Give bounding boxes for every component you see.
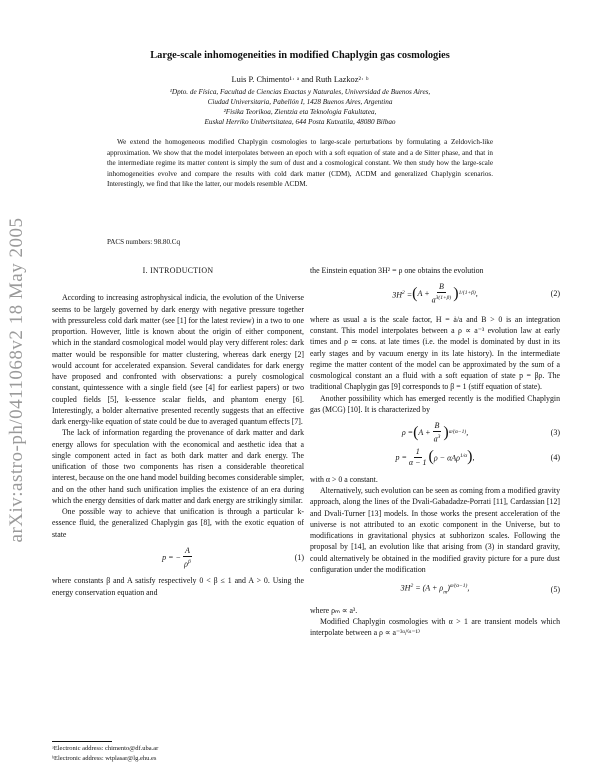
affiliation-line-1: ¹Dpto. de Física, Facultad de Ciencias Exactas y Naturales, Universidad de Buenos Aires,: [169, 88, 431, 96]
equation-1-number: (1): [294, 552, 304, 562]
affiliation-line-3: ²Fisika Teorikoa, Zientzia eta Teknologia Fakultatea,: [223, 108, 377, 116]
intro-paragraph-2: The lack of information regarding the provenance of dark matter and dark energy allows for speculation with the economical and aesthetic idea that a single component acted in fact as both dark matter and dark energy. The unification of those two components has risen a considerable theoretical interest, because on the one hand model building becomes considerable simpler, and on the other hand such unification implies the existence of an era during which the energy densities of dark matter and dark energy are strikingly similar.: [52, 428, 304, 505]
affiliation-line-2: Ciudad Universitaria, Pabellón I, 1428 Buenos Aires, Argentina: [207, 98, 393, 106]
abstract-text: We extend the homogeneous modified Chaplygin cosmologies to large-scale perturbations by formulating a Zeldovich-like approximation. We show that the model interpolates between an epoch with a soft equation of state and a de Sitter phase, and that in the intermediate regime its matter content is simply the sum of dust and a cosmological constant. We then study how the large-scale inhomogeneities evolve and compare the results with cold dark matter (CDM), ΛCDM and generalized Chaplygin scenarios. Interestingly, we find that like the latter, our models resemble ΛCDM.: [107, 138, 493, 189]
equation-2-number: (2): [550, 289, 560, 299]
right-paragraph-3: with α > 0 a constant.: [310, 474, 378, 484]
paper-title: Large-scale inhomogeneities in modified Chaplygin gas cosmologies: [150, 50, 450, 61]
abstract: [107, 137, 493, 190]
right-paragraph-4: Alternatively, such evolution can be seen as coming from a modified gravity approach, along the lines of the Dvali-Gabadadze-Porrati [11], Cardassian [12] and Dvali-Turner [13] models. In those works the present acceleration of the universe is not attributed to an exotic component in the Universe, but to modifications in gravitational physics at subhorizon scales. Following the proposal by [14], an evolution like that arising from (3) in standard gravity, could alternatively be obtained in the modified gravity picture for a pure dust configuration under the modification: [310, 486, 560, 574]
pacs-numbers: PACS numbers: 98.80.Cq: [107, 238, 181, 246]
equation-3: ρ = ( A + $\frac{B}{a^3}$ ) α/(α−1) , (3): [401, 421, 560, 444]
affiliation-line-4: Euskal Herriko Unibertsitatea, 644 Posta Kutxatila, 48080 Bilbao: [204, 118, 396, 126]
equation-5-number: (5): [550, 585, 560, 595]
equation-3-number: (3): [550, 428, 560, 438]
right-paragraph-1: where as usual a is the scale factor, H = ȧ/a and B > 0 is an integration constant. This model interpolates between a ρ ∝ a⁻³ evolution law at early times and ρ ≃ cons. at late times (i.e. the model is dominated by dust in its early stages and by vacuum energy in its late history). In the intermediate regime the matter content of the model can be approximated by the sum of a cosmological constant an a fluid with a soft equation of state p = βρ. The traditional Chaplygin gas [9] corresponds to β = 1 (stiff equation of state).: [310, 314, 560, 392]
arxiv-sidebar-stamp: [2, 190, 32, 570]
arxiv-id: arXiv:astro-ph/0411068v2 18 May 2005: [6, 217, 27, 543]
right-column: [310, 265, 560, 638]
intro-paragraph-1: According to increasing astrophysical indicia, the evolution of the Universe seems to be largely governed by dark energy with negative pressure together with pressureless cold dark matter (see [1] for the latest review) in a two to one proportion. However, little is known about the origin of either component, which in the standard cosmological model would play very different roles: dark matter would be responsible for matter clustering, whereas dark energy [2] would account for accelerated expansion. Several candidates for dark energy have proposed and confronted with observations: a purely cosmological constant, quintessence with a single field (see [4] for earliest papers) or two coupled fields [5], k-essence scalar fields, and phantom energy [6]. Interestingly, a bolder alternative presented recently suggests that an effective dark energy-like equation of state could be due to averaged quantum effects [7].: [52, 293, 304, 426]
right-paragraph-5: where ρₘ ∝ a³.: [310, 605, 358, 615]
right-paragraph-6: Modified Chaplygin cosmologies with α > 1 are transient models which interpolate between a ρ ∝ a⁻³ᵅ/⁽ᵅ⁻¹⁾: [310, 616, 560, 638]
equation-4-number: (4): [550, 452, 560, 462]
right-paragraph-2: Another possibility which has emerged recently is the modified Chaplygin gas (MCG) [10]. It is characterized by: [310, 393, 560, 414]
equation-5: $3H^2 = (A + \rho_m)^{\alpha/(\alpha-1)}$, (5): [400, 583, 560, 596]
equation-2: $3H^2$ = ( A + $\frac{B}{a^{3(1+\beta)}}$ ) 1/(1+β) , (2): [392, 282, 560, 305]
equation-4: p = $\frac{1}{\alpha - 1}$ ( ρ − αAρ$^{1/\alpha}$ ) , (4): [395, 446, 560, 467]
footnote-b: ᵇElectronic address: wtplasar@lg.ehu.es: [52, 755, 157, 762]
right-paragraph-0: the Einstein equation 3H² = ρ one obtains the evolution: [310, 266, 484, 275]
footnote-divider: [52, 741, 112, 742]
author-line: Luis P. Chimento¹· ᵃ and Ruth Lazkoz²· ᵇ: [231, 75, 369, 84]
intro-paragraph-4: where constants β and A satisfy respectively 0 < β ≤ 1 and A > 0. Using the energy conservation equation and: [52, 576, 304, 597]
section-heading: I. INTRODUCTION: [142, 266, 214, 275]
footnote-a: ᵃElectronic address: chimento@df.uba.ar: [52, 745, 159, 752]
equation-1: p = − $\frac{A}{\rho^\beta}$ (1): [162, 545, 304, 569]
left-column: [52, 265, 304, 598]
intro-paragraph-3: One possible way to achieve that unification is through a particular k-essence fluid, the generalized Chaplygin gas [8], with the exotic equation of state: [52, 507, 304, 539]
